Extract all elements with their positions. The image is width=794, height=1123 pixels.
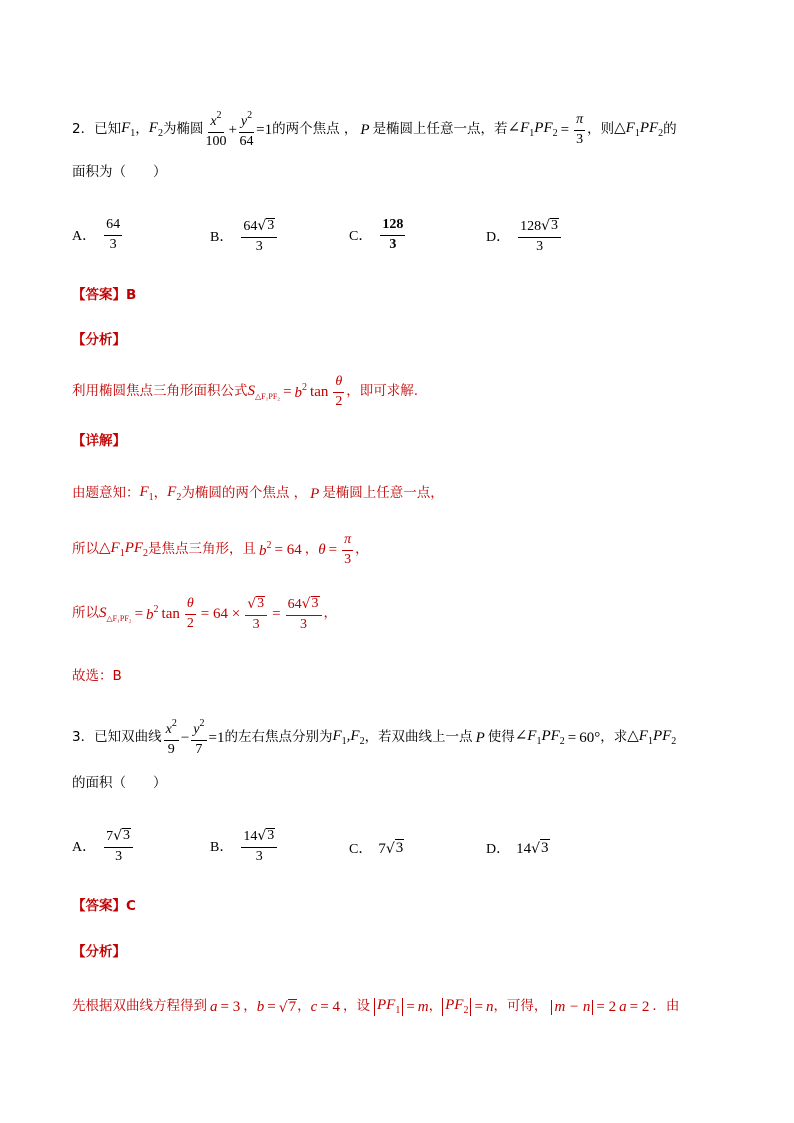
fraction-y2-64: $\frac{y^2}{64}$ bbox=[239, 109, 254, 149]
q3-analysis-heading: 【分析】 bbox=[72, 944, 126, 960]
comma: ， bbox=[428, 998, 443, 1015]
option-label: A． bbox=[72, 840, 97, 856]
q3-text: ，求 bbox=[600, 729, 628, 746]
option-label: B． bbox=[210, 840, 234, 856]
math-angle: $\angle F_1PF_2$ bbox=[507, 120, 558, 139]
equals-one: =1 bbox=[208, 729, 225, 746]
analysis-text: ，可得， bbox=[493, 998, 548, 1015]
option-value: 14 √ 3 bbox=[516, 839, 549, 857]
comma: ， bbox=[135, 121, 149, 138]
q2-stem-line2: 面积为（ ） bbox=[72, 164, 167, 180]
q3-text: 使得 bbox=[487, 729, 515, 746]
plus-sign: + bbox=[228, 121, 237, 138]
detail-text: 所以 bbox=[72, 605, 99, 622]
q3-option-d[interactable] bbox=[486, 838, 550, 858]
option-fraction: 7 √ 3 3 bbox=[104, 828, 133, 864]
q2-final: 故选：B bbox=[72, 668, 122, 684]
q3-stem-line2: 的面积（ ） bbox=[72, 775, 167, 791]
q2-text: ，则 bbox=[587, 121, 615, 138]
q2-detail-line3: 所以 $S_{\triangle F_1PF_2}$ = $b^2$ tan $\frac{\theta}{2}$ = 64 × √ 3 3 = 64 √ 3 3 ， bbox=[72, 595, 337, 632]
q3-text: 的左右焦点分别为 bbox=[224, 729, 333, 746]
option-fraction: 64 √ 3 3 bbox=[241, 218, 277, 254]
detail-text: ， bbox=[355, 541, 369, 558]
q2-text: 的两个焦点 ， bbox=[272, 121, 358, 138]
analysis-text: ，设 bbox=[343, 998, 370, 1015]
fraction-pi-3: $\frac{\pi}{3}$ bbox=[344, 531, 352, 567]
q2-detail-line2: 所以 $\triangle F_1PF_2$ 是焦点三角形，且 $b^2$ = 64 ， θ = $\frac{\pi}{3}$ ， bbox=[72, 531, 369, 567]
q2-detail-line1: 由题意知： $F_1$ ， $F_2$ 为椭圆的两个焦点 ， P 是椭圆上任意一点， bbox=[72, 484, 444, 503]
math-F1: $F_1$ bbox=[121, 120, 136, 139]
option-label: D． bbox=[486, 230, 511, 246]
fraction-y2-7: $\frac{y^2}{7}$ bbox=[193, 717, 205, 757]
q3-analysis: 先根据双曲线方程得到 a = 3 ， b = √ 7 ， c = 4 ，设 $PF_1$ = m ， $PF_2$ = n ，可得， m − n = 2 a = 2 ．由 bbox=[72, 997, 680, 1016]
option-label: B． bbox=[210, 230, 234, 246]
option-label: C． bbox=[349, 842, 373, 857]
analysis-text: ，即可求解. bbox=[346, 383, 419, 400]
fraction-theta-2: $\frac{\theta}{2}$ bbox=[335, 373, 343, 409]
q3-number: 3． bbox=[72, 729, 95, 746]
q2-detail-heading: 【详解】 bbox=[72, 433, 126, 449]
fraction-x2-9: $\frac{x^2}{9}$ bbox=[165, 717, 177, 757]
q2-text: 是椭圆上任意一点，若 bbox=[372, 121, 508, 138]
q3-text: ，若双曲线上一点 bbox=[364, 729, 473, 746]
math-F2: $F_2$ bbox=[148, 120, 163, 139]
q2-option-d[interactable] bbox=[486, 218, 563, 254]
q2-text: 的 bbox=[663, 121, 677, 138]
analysis-text: 先根据双曲线方程得到 bbox=[72, 998, 207, 1015]
minus-sign: − bbox=[180, 729, 190, 746]
equals-sign: = bbox=[560, 121, 570, 138]
q2-number: 2． bbox=[72, 121, 95, 138]
q3-option-c[interactable] bbox=[349, 838, 404, 858]
analysis-text: 利用椭圆焦点三角形面积公式 bbox=[72, 383, 248, 400]
option-fraction: 128 √ 3 3 bbox=[518, 218, 561, 254]
math-area-symbol: $S_{\triangle F_1PF_2}$ bbox=[247, 382, 281, 401]
q2-answer: 【答案】B bbox=[72, 287, 137, 303]
option-value: 7 √ 3 bbox=[378, 839, 404, 857]
option-label: D． bbox=[486, 842, 511, 857]
q3-text: 已知双曲线 bbox=[94, 729, 162, 746]
math-triangle: $\triangle F_1PF_2$ bbox=[614, 120, 664, 139]
option-label: A． bbox=[72, 229, 97, 245]
math-P: P bbox=[360, 121, 370, 138]
q2-option-c[interactable] bbox=[349, 218, 407, 252]
detail-text: 所以 bbox=[72, 541, 99, 558]
fraction-x2-100: $\frac{x^2}{100}$ bbox=[205, 109, 227, 149]
fraction-pi-3: $\frac{\pi}{3}$ bbox=[576, 111, 584, 147]
comma: ， bbox=[297, 998, 311, 1015]
comma: ， bbox=[243, 998, 257, 1015]
option-label: C． bbox=[349, 229, 373, 245]
detail-text: 是椭圆上任意一点， bbox=[322, 485, 444, 502]
angle-value: 60° bbox=[579, 729, 601, 746]
q2-option-b[interactable] bbox=[210, 218, 279, 254]
detail-text: 由题意知： bbox=[72, 485, 140, 502]
q2-option-a[interactable] bbox=[72, 218, 124, 252]
option-fraction: $\frac{64}{3}$ bbox=[106, 217, 121, 252]
detail-text: 为椭圆的两个焦点 ， bbox=[181, 485, 308, 502]
q3-stem: 3． 已知双曲线 $\frac{x^2}{9}$ − $\frac{y^2}{7}$ =1 的左右焦点分别为 $F_1,F_2$ ，若双曲线上一点 P 使得 $\angle F_1PF_2$ = 60° ，求 $\triangle F_1PF_2$ bbox=[72, 717, 677, 757]
detail-text: ， bbox=[323, 605, 337, 622]
q2-analysis: 利用椭圆焦点三角形面积公式 $S_{\triangle F_1PF_2}$ = $b^2$ tan $\frac{\theta}{2}$ ，即可求解. bbox=[72, 373, 419, 409]
option-fraction: 14 √ 3 3 bbox=[241, 828, 277, 864]
q2-text: 为椭圆 bbox=[162, 121, 204, 138]
equals-one: =1 bbox=[256, 121, 273, 138]
q2-stem bbox=[72, 109, 677, 149]
q3-option-a[interactable] bbox=[72, 828, 135, 864]
q2-analysis-heading: 【分析】 bbox=[72, 332, 126, 348]
option-fraction: $\frac{128}{3}$ bbox=[382, 217, 404, 252]
detail-text: 是焦点三角形，且 bbox=[148, 541, 257, 558]
q2-text: 已知 bbox=[94, 121, 122, 138]
q3-option-b[interactable] bbox=[210, 828, 279, 864]
math-b2: $b^2$ bbox=[294, 382, 308, 401]
q3-answer: 【答案】C bbox=[72, 898, 136, 914]
analysis-text: ．由 bbox=[652, 998, 680, 1015]
